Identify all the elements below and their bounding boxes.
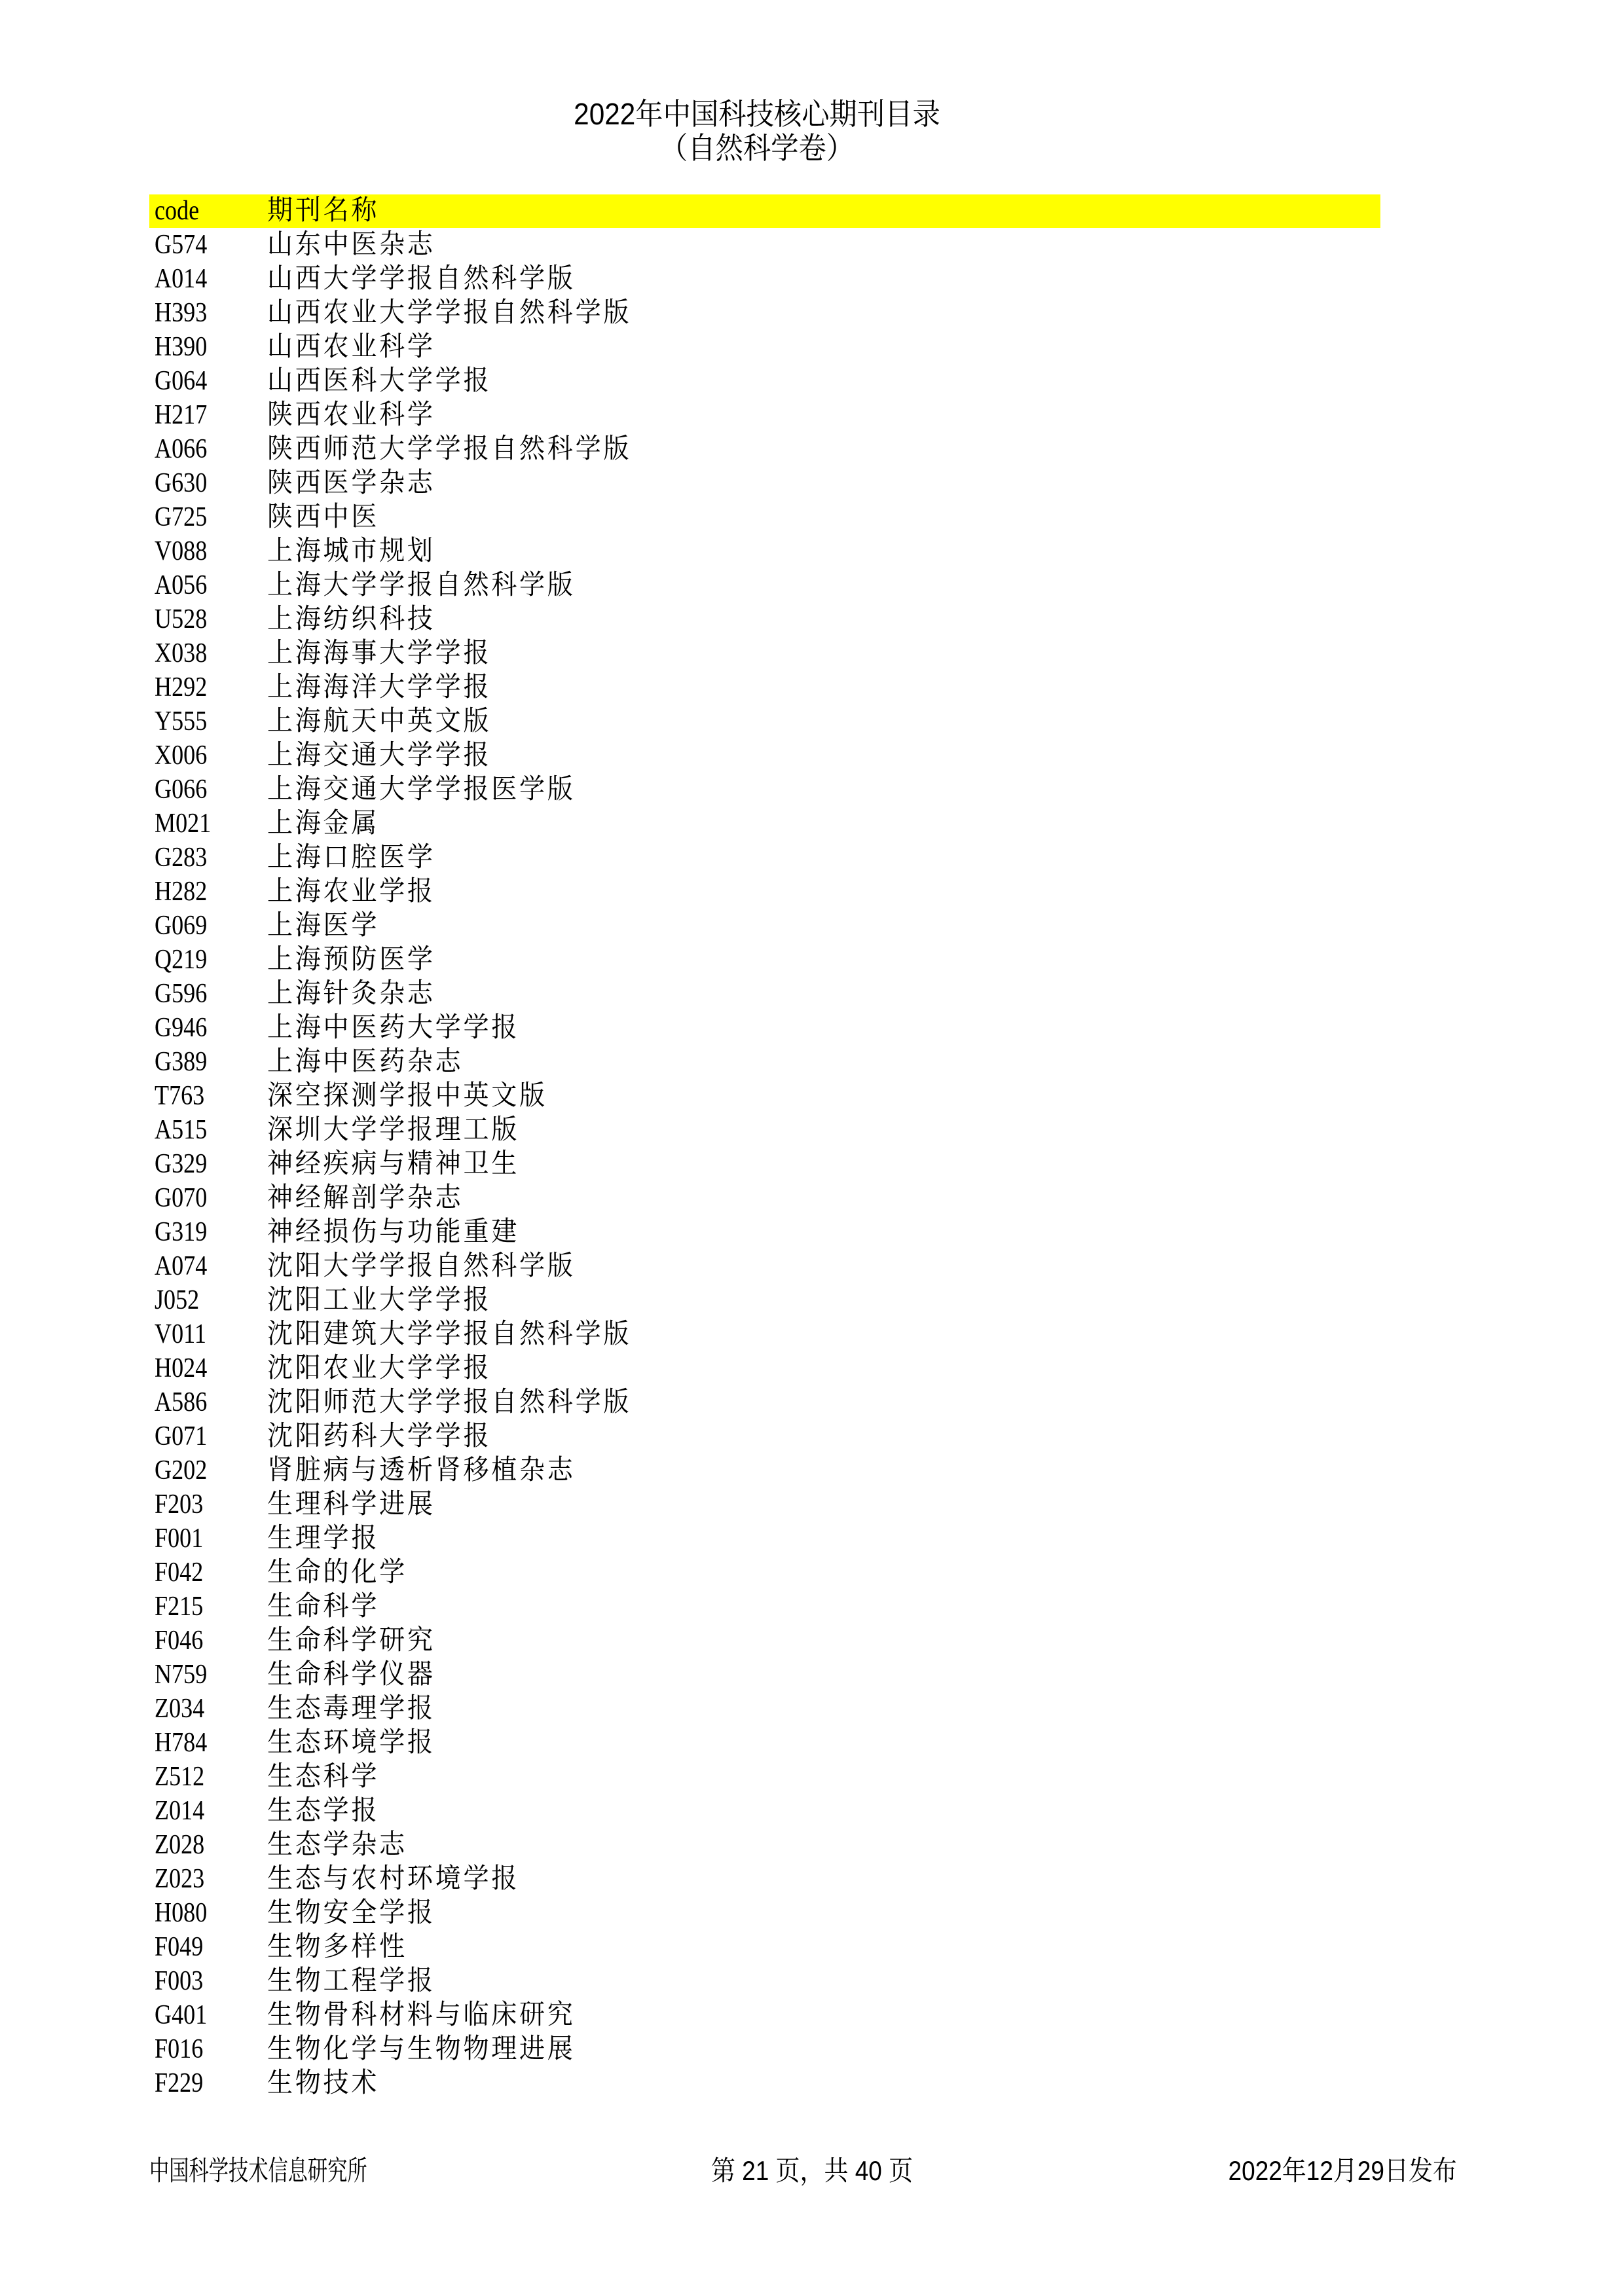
journal-code: Z014: [155, 1796, 205, 1826]
journal-code: F001: [155, 1523, 204, 1554]
journal-name: 生理学报: [267, 1523, 380, 1554]
journal-name: 陕西农业科学: [267, 400, 435, 430]
journal-code: G283: [155, 843, 208, 873]
journal-name: 上海城市规划: [267, 536, 435, 566]
table-row: [149, 534, 1380, 568]
table-row: [149, 1249, 1380, 1283]
journal-name: 生态与农村环境学报: [267, 1864, 520, 1894]
footer-publisher: 中国科学技术信息研究所: [149, 2155, 367, 2186]
journal-name: 上海海事大学学报: [267, 638, 492, 668]
document-title-block: [60, 97, 1453, 165]
table-row: [149, 1590, 1380, 1624]
table-row: [149, 432, 1380, 466]
journal-name: 神经损伤与功能重建: [267, 1217, 520, 1247]
journal-name: 神经解剖学杂志: [267, 1183, 464, 1213]
journal-code: G069: [155, 911, 208, 941]
table-row: [149, 1283, 1380, 1317]
journal-code: G066: [155, 774, 208, 805]
journal-code: V088: [155, 536, 208, 566]
table-header-row: [149, 194, 1380, 228]
journal-code: F016: [155, 2034, 204, 2064]
journal-name: 生命科学: [267, 1592, 380, 1622]
journal-name: 生命的化学: [267, 1558, 407, 1588]
journal-name: 上海预防医学: [267, 945, 435, 975]
journal-name: 生物化学与生物物理进展: [267, 2034, 576, 2064]
table-row: [149, 1624, 1380, 1658]
journal-code: M021: [155, 809, 212, 839]
journal-name: 上海交通大学学报医学版: [267, 774, 576, 805]
table-row: [149, 1998, 1380, 2032]
journal-name: 神经疾病与精神卫生: [267, 1149, 520, 1179]
journal-code: G319: [155, 1217, 208, 1247]
journal-code: H282: [155, 877, 208, 907]
journal-name: 生态学报: [267, 1796, 380, 1826]
journal-code: A066: [155, 434, 208, 464]
journal-name: 上海中医药大学学报: [267, 1013, 520, 1043]
journal-code: G064: [155, 366, 208, 396]
journal-code: F229: [155, 2068, 204, 2098]
journal-name: 上海金属: [267, 809, 380, 839]
table-row: [149, 1896, 1380, 1930]
table-row: [149, 773, 1380, 807]
table-row: [149, 602, 1380, 636]
journal-name: 生物骨科材料与临床研究: [267, 2000, 576, 2030]
table-row: [149, 909, 1380, 943]
table-row: [149, 1862, 1380, 1896]
table-row: [149, 1487, 1380, 1522]
journal-name: 生态环境学报: [267, 1728, 435, 1758]
table-row: [149, 228, 1380, 262]
journal-code: H393: [155, 298, 208, 328]
journal-code: A056: [155, 570, 208, 600]
page-footer: [0, 2154, 1624, 2188]
table-row: [149, 1453, 1380, 1487]
journal-name: 生物工程学报: [267, 1966, 435, 1996]
journal-code: U528: [155, 604, 208, 634]
journal-name: 生态学杂志: [267, 1830, 407, 1860]
table-row: [149, 1147, 1380, 1181]
journal-name: 生态毒理学报: [267, 1694, 435, 1724]
journal-name: 沈阳农业大学学报: [267, 1353, 492, 1383]
journal-code: F215: [155, 1592, 204, 1622]
table-row: [149, 704, 1380, 738]
table-row: [149, 500, 1380, 534]
document-title: 2022年中国科技核心期刊目录: [574, 97, 940, 131]
journal-name: 生理科学进展: [267, 1489, 435, 1520]
table-row: [149, 262, 1380, 296]
journal-code: Z028: [155, 1830, 205, 1860]
journal-code: Z512: [155, 1762, 205, 1792]
table-row: [149, 1419, 1380, 1453]
table-row: [149, 1351, 1380, 1385]
journal-name: 沈阳大学学报自然科学版: [267, 1251, 576, 1281]
table-row: [149, 1385, 1380, 1419]
table-row: [149, 466, 1380, 500]
table-row: [149, 875, 1380, 909]
journal-name: 山西大学学报自然科学版: [267, 264, 576, 294]
table-row: [149, 670, 1380, 704]
table-row: [149, 1215, 1380, 1249]
journal-name: 山西农业大学学报自然科学版: [267, 298, 632, 328]
journal-code: F203: [155, 1489, 204, 1520]
table-row: [149, 568, 1380, 602]
footer-publish-date: 2022年12月29日发布: [1228, 2155, 1457, 2186]
journal-code: G071: [155, 1421, 208, 1451]
journal-code: H390: [155, 332, 208, 362]
table-row: [149, 1079, 1380, 1113]
journal-name: 山东中医杂志: [267, 230, 435, 260]
journal-code: G574: [155, 230, 208, 260]
journal-code: G401: [155, 2000, 208, 2030]
table-row: [149, 330, 1380, 364]
table-row: [149, 398, 1380, 432]
journal-code: G389: [155, 1047, 208, 1077]
journal-code: F003: [155, 1966, 204, 1996]
journal-code: A014: [155, 264, 208, 294]
journal-code: G725: [155, 502, 208, 532]
journal-code: V011: [155, 1319, 206, 1349]
journal-name: 上海航天中英文版: [267, 706, 492, 737]
table-row: [149, 1181, 1380, 1215]
footer-page-info: 第 21 页，共 40 页: [710, 2155, 913, 2186]
column-header-code: code: [155, 196, 200, 226]
table-row: [149, 1828, 1380, 1862]
journal-code: G946: [155, 1013, 208, 1043]
journal-name: 生物技术: [267, 2068, 380, 2098]
table-row: [149, 2032, 1380, 2066]
table-row: [149, 1726, 1380, 1760]
table-row: [149, 1930, 1380, 1964]
table-row: [149, 1794, 1380, 1828]
table-row: [149, 807, 1380, 841]
table-row: [149, 364, 1380, 398]
journal-name: 生命科学仪器: [267, 1660, 435, 1690]
journal-code: X006: [155, 740, 208, 771]
journal-name: 生命科学研究: [267, 1626, 435, 1656]
column-header-name: 期刊名称: [267, 196, 380, 226]
table-row: [149, 738, 1380, 773]
journal-name: 沈阳建筑大学学报自然科学版: [267, 1319, 632, 1349]
journal-name: 生物多样性: [267, 1932, 407, 1962]
table-row: [149, 2066, 1380, 2100]
journal-name: 上海针灸杂志: [267, 979, 435, 1009]
table-row: [149, 1045, 1380, 1079]
journal-name: 上海口腔医学: [267, 843, 435, 873]
journal-code: Y555: [155, 706, 208, 737]
journal-code: N759: [155, 1660, 208, 1690]
table-row: [149, 1317, 1380, 1351]
journal-code: G596: [155, 979, 208, 1009]
table-row: [149, 1113, 1380, 1147]
journal-name: 生物安全学报: [267, 1898, 435, 1928]
journal-name: 山西医科大学学报: [267, 366, 492, 396]
journal-code: A586: [155, 1387, 208, 1417]
table-row: [149, 636, 1380, 670]
journal-name: 肾脏病与透析肾移植杂志: [267, 1455, 576, 1485]
journal-name: 深空探测学报中英文版: [267, 1081, 547, 1111]
journal-code: F046: [155, 1626, 204, 1656]
journal-code: X038: [155, 638, 208, 668]
journal-name: 陕西中医: [267, 502, 380, 532]
journal-name: 上海海洋大学学报: [267, 672, 492, 702]
journal-code: Z023: [155, 1864, 205, 1894]
journal-code: H024: [155, 1353, 208, 1383]
journal-name: 上海中医药杂志: [267, 1047, 464, 1077]
journal-code: A515: [155, 1115, 208, 1145]
table-row: [149, 943, 1380, 977]
journal-code: H292: [155, 672, 208, 702]
journal-code: A074: [155, 1251, 208, 1281]
journal-name: 沈阳师范大学学报自然科学版: [267, 1387, 632, 1417]
table-row: [149, 1692, 1380, 1726]
journal-code: G070: [155, 1183, 208, 1213]
journal-code: G329: [155, 1149, 208, 1179]
journal-code: G202: [155, 1455, 208, 1485]
table-row: [149, 1964, 1380, 1998]
journal-name: 上海农业学报: [267, 877, 435, 907]
journal-name: 生态科学: [267, 1762, 380, 1792]
table-body: [149, 228, 1380, 2100]
journal-code: G630: [155, 468, 208, 498]
table-row: [149, 1011, 1380, 1045]
journal-name: 上海交通大学学报: [267, 740, 492, 771]
table-row: [149, 1522, 1380, 1556]
journal-code: T763: [155, 1081, 205, 1111]
journal-code: Z034: [155, 1694, 205, 1724]
journal-code: H080: [155, 1898, 208, 1928]
journal-name: 上海大学学报自然科学版: [267, 570, 576, 600]
journal-name: 陕西医学杂志: [267, 468, 435, 498]
journal-code: F042: [155, 1558, 204, 1588]
journal-table: [149, 194, 1380, 2100]
journal-name: 沈阳药科大学学报: [267, 1421, 492, 1451]
table-row: [149, 1658, 1380, 1692]
journal-name: 沈阳工业大学学报: [267, 1285, 492, 1315]
journal-name: 上海医学: [267, 911, 380, 941]
table-row: [149, 977, 1380, 1011]
table-row: [149, 1556, 1380, 1590]
journal-name: 上海纺织科技: [267, 604, 435, 634]
journal-name: 深圳大学学报理工版: [267, 1115, 520, 1145]
journal-name: 山西农业科学: [267, 332, 435, 362]
journal-code: H217: [155, 400, 208, 430]
journal-code: H784: [155, 1728, 208, 1758]
journal-code: Q219: [155, 945, 208, 975]
table-row: [149, 841, 1380, 875]
document-subtitle: （自然科学卷）: [659, 131, 855, 165]
journal-code: F049: [155, 1932, 204, 1962]
table-row: [149, 1760, 1380, 1794]
journal-code: J052: [155, 1285, 200, 1315]
table-row: [149, 296, 1380, 330]
journal-name: 陕西师范大学学报自然科学版: [267, 434, 632, 464]
